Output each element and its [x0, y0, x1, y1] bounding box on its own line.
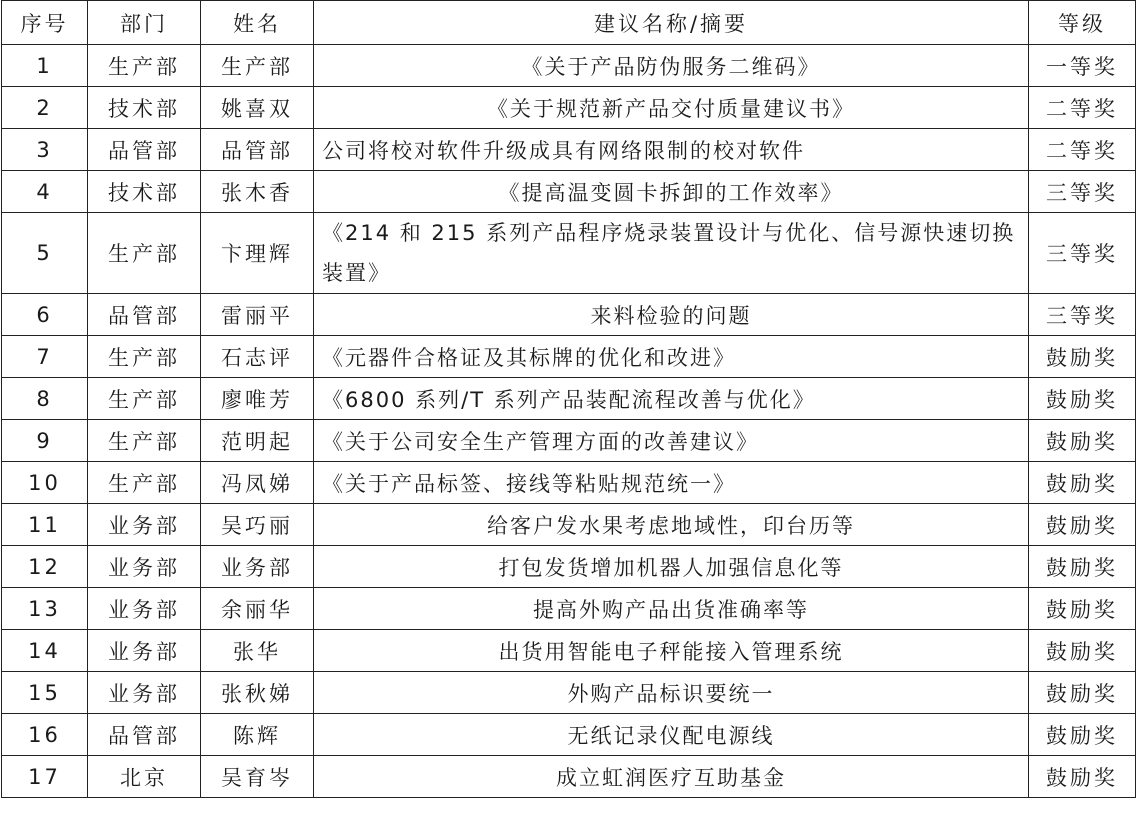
- header-grade: 等级: [1029, 1, 1136, 45]
- row-no-cell: 13: [2, 588, 88, 630]
- row-dept-cell: 业务部: [88, 672, 201, 714]
- row-grade-cell: 鼓励奖: [1029, 672, 1136, 714]
- row-dept-cell: 业务部: [88, 504, 201, 546]
- row-suggestion-cell: 《214 和 215 系列产品程序烧录装置设计与优化、信号源快速切换装置》: [314, 213, 1029, 294]
- row-name-cell: 吴育岑: [201, 756, 314, 798]
- table-row: [2, 588, 1136, 630]
- row-grade-cell: 鼓励奖: [1029, 588, 1136, 630]
- award-table: [1, 0, 1136, 798]
- row-dept-cell: 生产部: [88, 45, 201, 87]
- table-row: [2, 630, 1136, 672]
- row-dept-cell: 品管部: [88, 294, 201, 336]
- row-no-cell: 15: [2, 672, 88, 714]
- row-no-cell: 6: [2, 294, 88, 336]
- row-grade-cell: 鼓励奖: [1029, 378, 1136, 420]
- row-name-cell: 姚喜双: [201, 87, 314, 129]
- row-suggestion-cell: 《6800 系列/T 系列产品装配流程改善与优化》: [314, 378, 1029, 420]
- row-dept-cell: 生产部: [88, 213, 201, 294]
- table-row: [2, 45, 1136, 87]
- row-name-cell: 雷丽平: [201, 294, 314, 336]
- row-name-cell: 卞理辉: [201, 213, 314, 294]
- row-suggestion-cell: 成立虹润医疗互助基金: [314, 756, 1029, 798]
- row-no-cell: 2: [2, 87, 88, 129]
- table-row: [2, 87, 1136, 129]
- header-suggestion: 建议名称/摘要: [314, 1, 1029, 45]
- row-dept-cell: 品管部: [88, 129, 201, 171]
- row-name-cell: 廖唯芳: [201, 378, 314, 420]
- row-name-cell: 石志评: [201, 336, 314, 378]
- row-suggestion-cell: 外购产品标识要统一: [314, 672, 1029, 714]
- row-no-cell: 1: [2, 45, 88, 87]
- header-dept: 部门: [88, 1, 201, 45]
- row-no-cell: 8: [2, 378, 88, 420]
- row-dept-cell: 生产部: [88, 420, 201, 462]
- row-name-cell: 范明起: [201, 420, 314, 462]
- row-no-cell: 14: [2, 630, 88, 672]
- table-body: [2, 45, 1136, 798]
- row-grade-cell: 鼓励奖: [1029, 714, 1136, 756]
- row-no-cell: 7: [2, 336, 88, 378]
- row-grade-cell: 鼓励奖: [1029, 336, 1136, 378]
- row-name-cell: 张秋娣: [201, 672, 314, 714]
- table-row: [2, 756, 1136, 798]
- row-no-cell: 5: [2, 213, 88, 294]
- row-dept-cell: 技术部: [88, 87, 201, 129]
- row-name-cell: 生产部: [201, 45, 314, 87]
- row-grade-cell: 一等奖: [1029, 45, 1136, 87]
- row-grade-cell: 鼓励奖: [1029, 420, 1136, 462]
- row-name-cell: 张木香: [201, 171, 314, 213]
- row-dept-cell: 业务部: [88, 546, 201, 588]
- header-name: 姓名: [201, 1, 314, 45]
- table-row: [2, 336, 1136, 378]
- row-grade-cell: 鼓励奖: [1029, 504, 1136, 546]
- row-name-cell: 业务部: [201, 546, 314, 588]
- table-row: [2, 129, 1136, 171]
- row-dept-cell: 业务部: [88, 588, 201, 630]
- row-suggestion-cell: 《关于公司安全生产管理方面的改善建议》: [314, 420, 1029, 462]
- row-dept-cell: 生产部: [88, 336, 201, 378]
- row-no-cell: 11: [2, 504, 88, 546]
- row-dept-cell: 技术部: [88, 171, 201, 213]
- table-row: [2, 714, 1136, 756]
- row-suggestion-cell: 出货用智能电子秤能接入管理系统: [314, 630, 1029, 672]
- row-suggestion-cell: 《元器件合格证及其标牌的优化和改进》: [314, 336, 1029, 378]
- row-grade-cell: 三等奖: [1029, 171, 1136, 213]
- row-no-cell: 3: [2, 129, 88, 171]
- row-grade-cell: 三等奖: [1029, 213, 1136, 294]
- header-no: 序号: [2, 1, 88, 45]
- row-dept-cell: 品管部: [88, 714, 201, 756]
- table-row: [2, 171, 1136, 213]
- table-row: [2, 378, 1136, 420]
- row-dept-cell: 北京: [88, 756, 201, 798]
- row-suggestion-cell: 《关于产品防伪服务二维码》: [314, 45, 1029, 87]
- row-name-cell: 张华: [201, 630, 314, 672]
- row-suggestion-cell: 打包发货增加机器人加强信息化等: [314, 546, 1029, 588]
- row-suggestion-cell: 《关于规范新产品交付质量建议书》: [314, 87, 1029, 129]
- row-grade-cell: 二等奖: [1029, 87, 1136, 129]
- row-dept-cell: 生产部: [88, 378, 201, 420]
- row-no-cell: 17: [2, 756, 88, 798]
- row-grade-cell: 鼓励奖: [1029, 546, 1136, 588]
- row-grade-cell: 鼓励奖: [1029, 756, 1136, 798]
- row-dept-cell: 业务部: [88, 630, 201, 672]
- table-row: [2, 504, 1136, 546]
- row-name-cell: 品管部: [201, 129, 314, 171]
- table-row: [2, 672, 1136, 714]
- row-no-cell: 16: [2, 714, 88, 756]
- row-suggestion-cell: 《关于产品标签、接线等粘贴规范统一》: [314, 462, 1029, 504]
- row-name-cell: 余丽华: [201, 588, 314, 630]
- row-name-cell: 陈辉: [201, 714, 314, 756]
- row-suggestion-cell: 提高外购产品出货准确率等: [314, 588, 1029, 630]
- row-dept-cell: 生产部: [88, 462, 201, 504]
- header-row: [2, 1, 1136, 45]
- row-suggestion-cell: 公司将校对软件升级成具有网络限制的校对软件: [314, 129, 1029, 171]
- row-no-cell: 10: [2, 462, 88, 504]
- row-grade-cell: 鼓励奖: [1029, 630, 1136, 672]
- row-name-cell: 吴巧丽: [201, 504, 314, 546]
- row-no-cell: 4: [2, 171, 88, 213]
- row-suggestion-cell: 给客户发水果考虑地域性，印台历等: [314, 504, 1029, 546]
- table-row: [2, 462, 1136, 504]
- table-row: [2, 294, 1136, 336]
- row-grade-cell: 二等奖: [1029, 129, 1136, 171]
- table-row: [2, 420, 1136, 462]
- table-row: [2, 213, 1136, 294]
- row-suggestion-cell: 无纸记录仪配电源线: [314, 714, 1029, 756]
- row-no-cell: 9: [2, 420, 88, 462]
- row-suggestion-cell: 《提高温变圆卡拆卸的工作效率》: [314, 171, 1029, 213]
- table-row: [2, 546, 1136, 588]
- row-grade-cell: 三等奖: [1029, 294, 1136, 336]
- row-name-cell: 冯凤娣: [201, 462, 314, 504]
- row-suggestion-cell: 来料检验的问题: [314, 294, 1029, 336]
- row-grade-cell: 鼓励奖: [1029, 462, 1136, 504]
- row-no-cell: 12: [2, 546, 88, 588]
